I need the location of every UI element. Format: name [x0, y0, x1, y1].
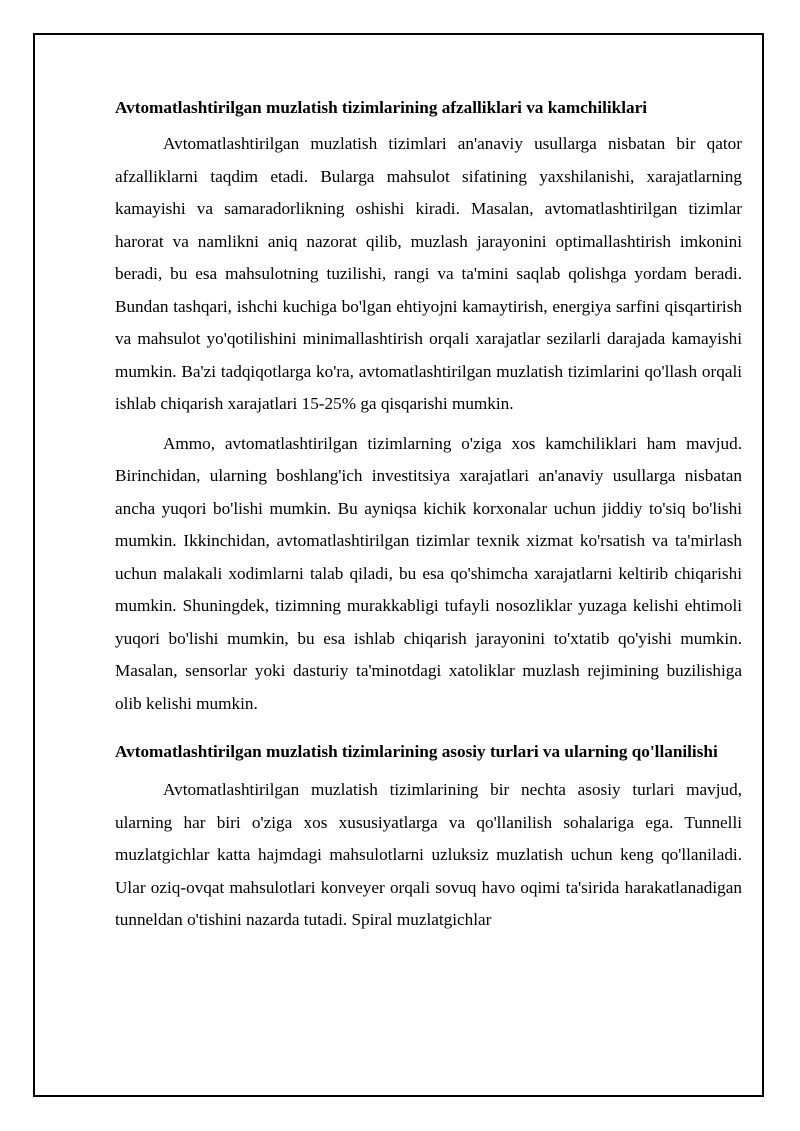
document-body [115, 96, 742, 944]
paragraph-types-text: Avtomatlashtirilgan muzlatish tizimlarining bir nechta asosiy turlari mavjud, ularning har biri o'ziga xos xususiyatlarga va qo'llanilish sohalariga ega. Tunnelli muzlatgichlar katta hajmdagi mahsulotlarni uzluksiz muzlatish uchun keng qo'llaniladi. Ular oziq-ovqat mahsulotlari konveyer orqali sovuq havo oqimi ta'sirida harakatlanadigan tunneldan o'tishini nazarda tutadi. [115, 780, 742, 929]
paragraph-advantages: Avtomatlashtirilgan muzlatish tizimlari an'anaviy usullarga nisbatan bir qator afzalliklarni taqdim etadi. Bularga mahsulot sifatining yaxshilanishi, xarajatlarning kamayishi va samaradorlikning oshishi kiradi. Masalan, avtomatlashtirilgan tizimlar harorat va namlikni aniq nazorat qilib, muzlash jarayonini optimallashtirish imkonini beradi, bu esa mahsulotning tuzilishi, rangi va ta'mini saqlab qolishga yordam beradi. Bundan tashqari, ishchi kuchiga bo'lgan ehtiyojni kamaytirish, energiya sarfini qisqartirish va mahsulot yo'qotilishini minimallashtirish orqali xarajatlar sezilarli darajada kamayishi mumkin. Ba'zi tadqiqotlarga ko'ra, avtomatlashtirilgan muzlatish tizimlarini qo'llash orqali ishlab chiqarish xarajatlari 15-25% ga qisqarishi mumkin. [115, 134, 742, 413]
paragraph-types [115, 774, 742, 937]
paragraph-types-tail: Spiral muzlatgichlar [351, 910, 492, 929]
section-heading-advantages: Avtomatlashtirilgan muzlatish tizimlarining afzalliklari va kamchiliklari [115, 98, 648, 117]
paragraph-disadvantages: Ammo, avtomatlashtirilgan tizimlarning o'ziga xos kamchiliklari ham mavjud. Birinchidan, ularning boshlang'ich investitsiya xarajatlari an'anaviy usullarga nisbatan ancha yuqori bo'lishi mumkin. Bu ayniqsa kichik korxonalar uchun jiddiy to'siq bo'lishi mumkin. Ikkinchidan, avtomatlashtirilgan tizimlar texnik xizmat ko'rsatish va ta'mirlash uchun malakali xodimlarni talab qiladi, bu esa qo'shimcha xarajatlarni keltirib chiqarishi mumkin. Shuningdek, tizimning murakkabligi tufayli nosozliklar yuzaga kelishi ehtimoli yuqori bo'lishi mumkin, bu esa ishlab chiqarish jarayonini to'xtatib qo'yishi mumkin. Masalan, sensorlar yoki dasturiy ta'minotdagi xatoliklar muzlash rejimining buzilishiga olib kelishi mumkin. [115, 433, 742, 713]
section-heading-types: Avtomatlashtirilgan muzlatish tizimlarining asosiy turlari va ularning qo'llanilishi [115, 742, 718, 761]
